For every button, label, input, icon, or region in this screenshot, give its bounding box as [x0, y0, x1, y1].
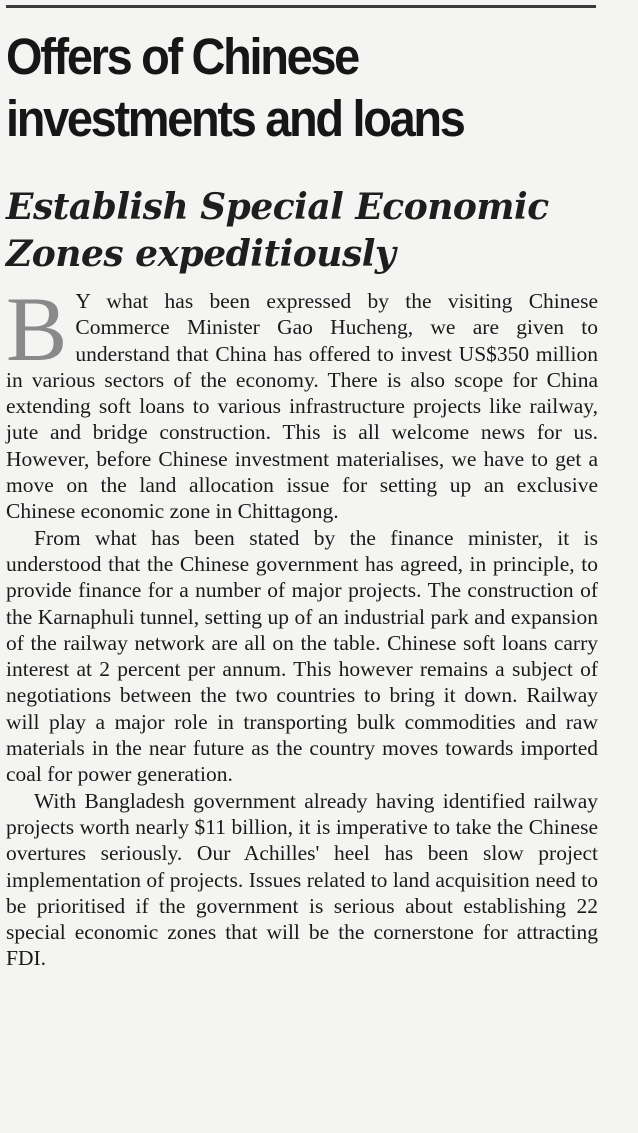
paragraph-2: From what has been stated by the finance minister, it is understood that the Chinese government has agreed, in principle, to provide finance for a number of major projects. The construction of the Karnaphuli tunnel, setting up of an industrial park and expansion of the railway network are all on the table. Chinese soft loans carry interest at 2 percent per annum. This however remains a subject of negotiations between the two countries to bring it down. Railway will play a major role in transporting bulk commodities and raw materials in the near future as the country moves towards imported coal for power generation. [6, 525, 598, 787]
paragraph-1-text: Y what has been expressed by the visiting Chinese Commerce Minister Gao Hucheng, we are given to understand that China has offered to invest US$350 million in various sectors of the economy. There is also scope for China extending soft loans to various infrastructure projects like railway, jute and bridge construction. This is all welcome news for us. However, before Chinese investment materialises, we have to get a move on the land allocation issue for setting up an exclusive Chinese economic zone in Chittagong. [6, 289, 598, 524]
headline: Offers of Chinese investments and loans [6, 28, 464, 147]
top-rule [6, 5, 596, 8]
paragraph-3: With Bangladesh government already having identified railway projects worth nearly $11 billion, it is imperative to take the Chinese overtures seriously. Our Achilles' heel has been slow project implementation of projects. Issues related to land acquisition need to be prioritised if the government is serious about establishing 22 special economic zones that will be the cornerstone for attracting FDI. [6, 788, 598, 971]
drop-cap: B [6, 278, 68, 380]
subheadline: Establish Special Economic Zones expeditiously [6, 186, 549, 275]
paragraph-1 [6, 278, 598, 525]
article-body [6, 278, 598, 972]
